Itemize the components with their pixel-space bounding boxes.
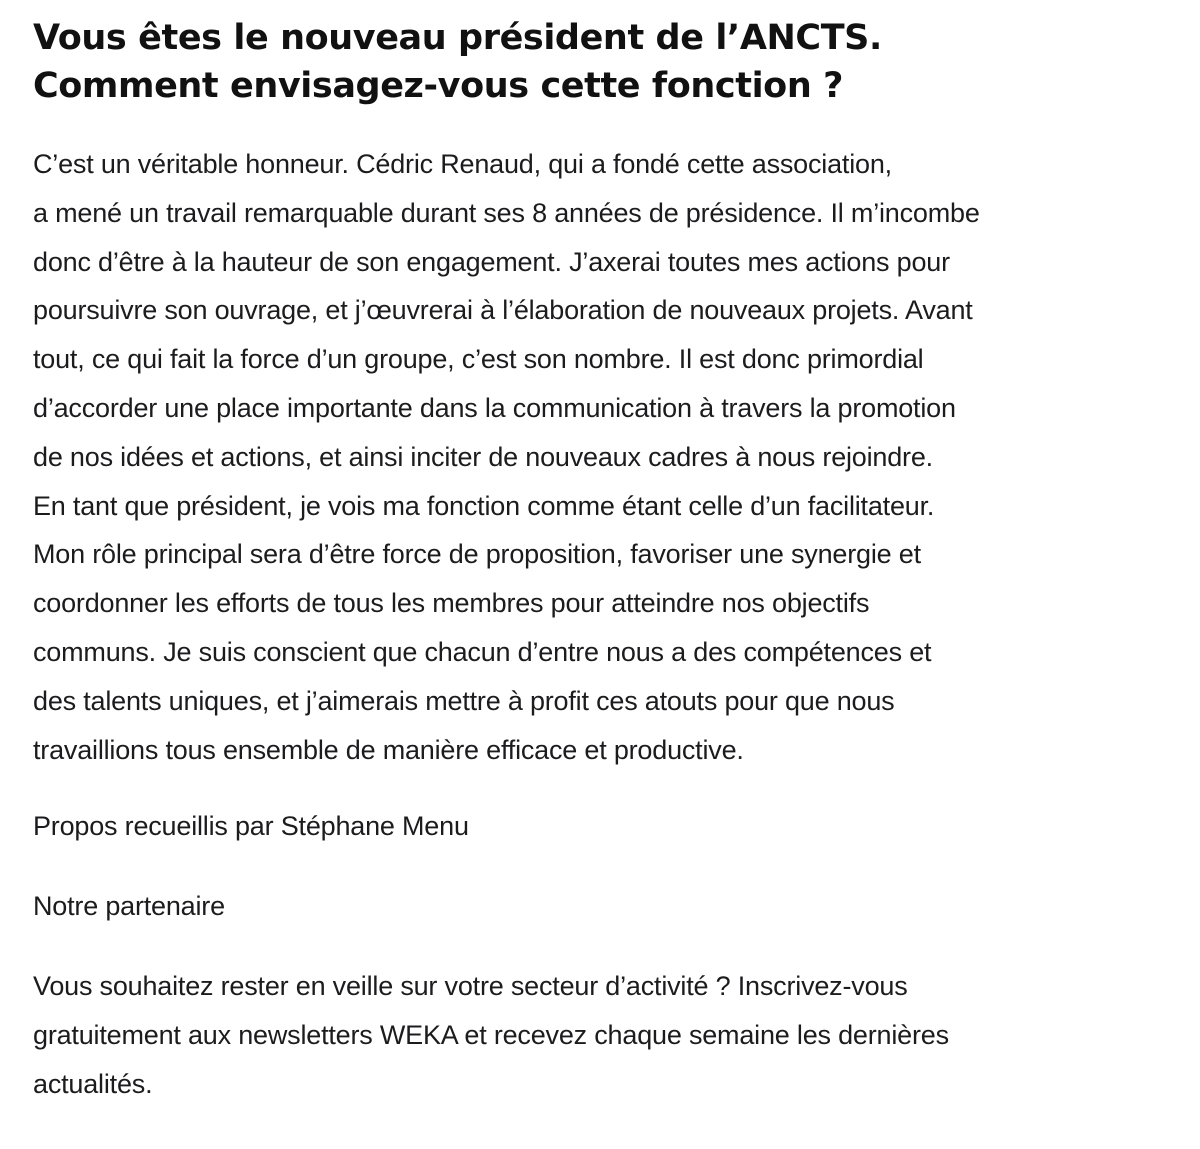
- answer-line: tout, ce qui fait la force d’un groupe, c’est son nombre. Il est donc primordial: [33, 344, 924, 375]
- interview-answer-paragraph: [33, 140, 1183, 774]
- partner-label-text: Notre partenaire: [33, 891, 225, 922]
- answer-line: communs. Je suis conscient que chacun d’entre nous a des compétences et: [33, 636, 932, 667]
- credit-text: Propos recueillis par Stéphane Menu: [33, 811, 469, 842]
- answer-line: travaillions tous ensemble de manière efficace et productive.: [33, 734, 744, 765]
- answer-line: d’accorder une place importante dans la communication à travers la promotion: [33, 392, 956, 423]
- article: [33, 14, 1183, 1108]
- newsletter-line: actualités.: [33, 1068, 153, 1099]
- answer-line: coordonner les efforts de tous les membres pour atteindre nos objectifs: [33, 588, 870, 619]
- partner-label: [33, 882, 1183, 931]
- newsletter-paragraph: [33, 962, 1183, 1108]
- answer-line: donc d’être à la hauteur de son engagement. J’axerai toutes mes actions pour: [33, 246, 950, 277]
- heading-line: Comment envisagez-vous cette fonction ?: [33, 66, 844, 106]
- interview-credit: [33, 802, 1183, 851]
- answer-line: de nos idées et actions, et ainsi inciter de nouveaux cadres à nous rejoindre.: [33, 441, 933, 472]
- interview-question-heading: [33, 14, 1183, 110]
- answer-line: poursuivre son ouvrage, et j’œuvrerai à l’élaboration de nouveaux projets. Avant: [33, 295, 973, 326]
- newsletter-line: gratuitement aux newsletters WEKA et recevez chaque semaine les dernières: [33, 1019, 949, 1050]
- answer-line: des talents uniques, et j’aimerais mettre à profit ces atouts pour que nous: [33, 685, 895, 716]
- newsletter-line: Vous souhaitez rester en veille sur votre secteur d’activité ? Inscrivez-vous: [33, 970, 908, 1001]
- answer-line: C’est un véritable honneur. Cédric Renaud, qui a fondé cette association,: [33, 149, 892, 179]
- answer-line: a mené un travail remarquable durant ses 8 années de présidence. Il m’incombe: [33, 197, 980, 228]
- answer-line: En tant que président, je vois ma fonction comme étant celle d’un facilitateur.: [33, 490, 935, 521]
- heading-line: Vous êtes le nouveau président de l’ANCTS.: [33, 18, 882, 58]
- answer-line: Mon rôle principal sera d’être force de proposition, favoriser une synergie et: [33, 539, 921, 570]
